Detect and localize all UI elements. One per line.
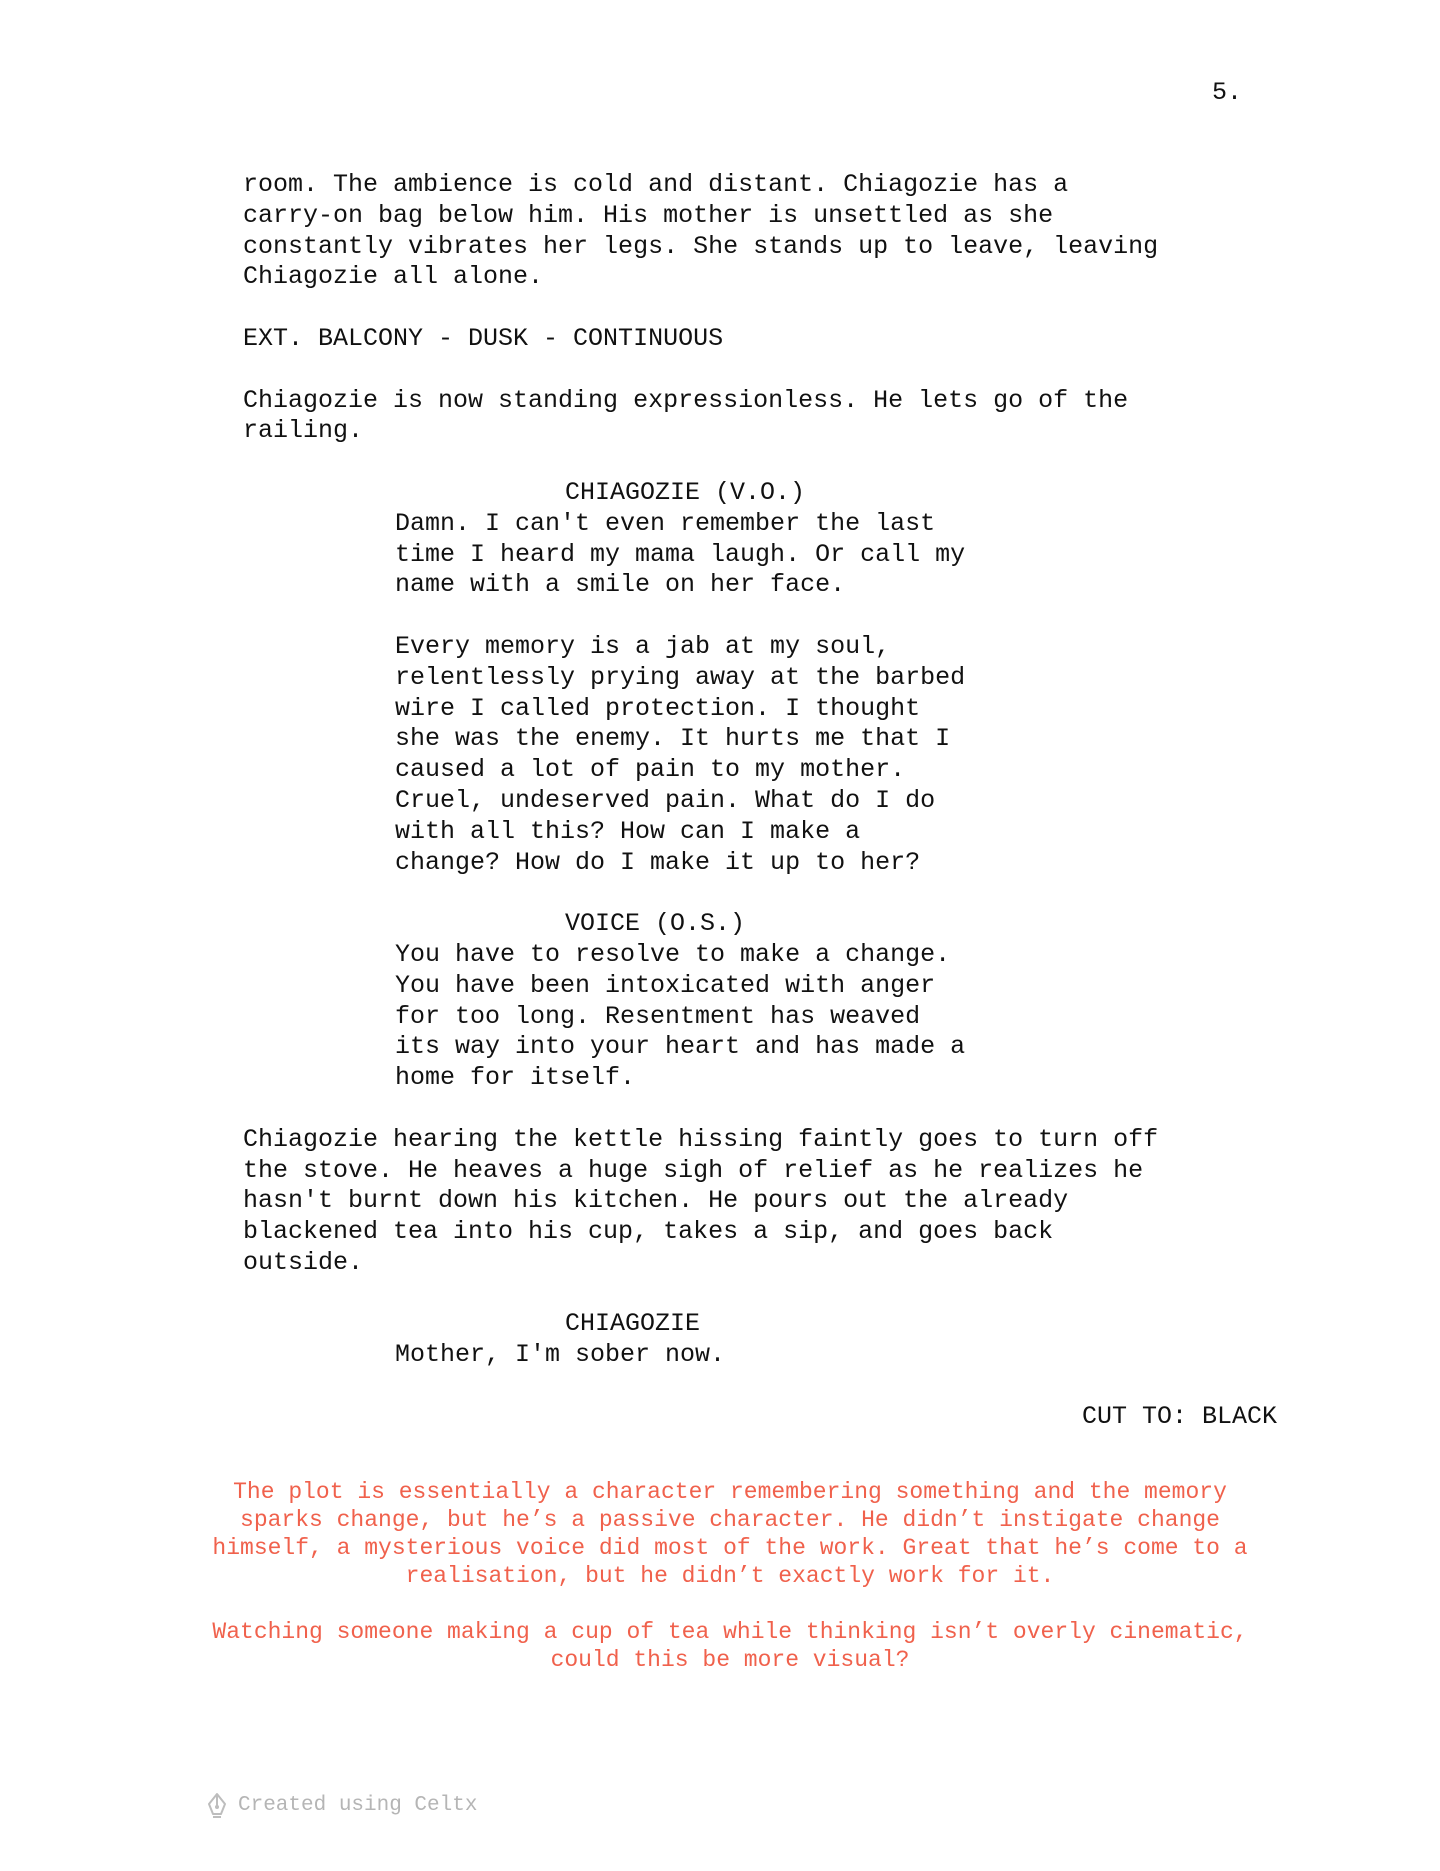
spacer xyxy=(243,1279,1303,1310)
action-paragraph: Chiagozie is now standing expressionless. He lets go of the railing. xyxy=(243,385,1129,446)
scene-heading: EXT. BALCONY - DUSK - CONTINUOUS xyxy=(243,323,724,353)
page-number: 5. xyxy=(1211,78,1242,107)
spacer xyxy=(243,1094,1303,1125)
dialogue-block: Damn. I can't even remember the last time I heard my mama laugh. Or call my name with a smile on her face. xyxy=(395,508,966,600)
character-cue: VOICE (O.S.) xyxy=(565,909,746,939)
character-cue: CHIAGOZIE xyxy=(565,1309,701,1339)
transition: CUT TO: BLACK xyxy=(1081,1401,1277,1431)
spacer xyxy=(243,601,1303,632)
dialogue-block: You have to resolve to make a change. You have been intoxicated with anger for too long. Resentment has weaved its way into your heart and has made a home for itself. xyxy=(395,939,966,1093)
action-paragraph: room. The ambience is cold and distant. Chiagozie has a carry-on bag below him. His mother is unsettled as she constantly vibrates her legs. She stands up to leave, leaving Chiagozie all alone. xyxy=(243,170,1159,292)
character-cue: CHIAGOZIE (V.O.) xyxy=(565,477,806,507)
action-paragraph: Chiagozie hearing the kettle hissing faintly goes to turn off the stove. He heaves a huge sigh of relief as he realizes he hasn't burnt down his kitchen. He pours out the already blackened tea into his cup, takes a sip, and goes back outside. xyxy=(243,1124,1159,1277)
pen-nib-icon xyxy=(206,1792,228,1820)
spacer xyxy=(243,355,1303,386)
celtx-footer xyxy=(206,1792,477,1820)
spacer xyxy=(243,447,1303,478)
review-note: The plot is essentially a character remembering something and the memory sparks change, but he’s a passive character. He didn’t instigate change himself, a mysterious voice did most of the work. Great that he’s come to a realisation, but he didn’t exactly work for it. xyxy=(212,1479,1248,1589)
review-note: Watching someone making a cup of tea while thinking isn’t overly cinematic, could this be more visual? xyxy=(212,1619,1248,1673)
dialogue-block: Every memory is a jab at my soul, relentlessly prying away at the barbed wire I called protection. I thought she was the enemy. It hurts me that I caused a lot of pain to my mother. Cruel, undeserved pain. What do I do with all this? How can I make a change? How do I make it up to her? xyxy=(395,631,966,877)
spacer xyxy=(243,293,1303,324)
spacer xyxy=(243,878,1303,909)
review-notes xyxy=(140,1478,1320,1674)
dialogue-block: Mother, I'm sober now. xyxy=(395,1340,726,1370)
screenplay-body xyxy=(243,170,1303,1433)
spacer xyxy=(243,1371,1303,1402)
footer-text: Created using Celtx xyxy=(238,1794,478,1817)
